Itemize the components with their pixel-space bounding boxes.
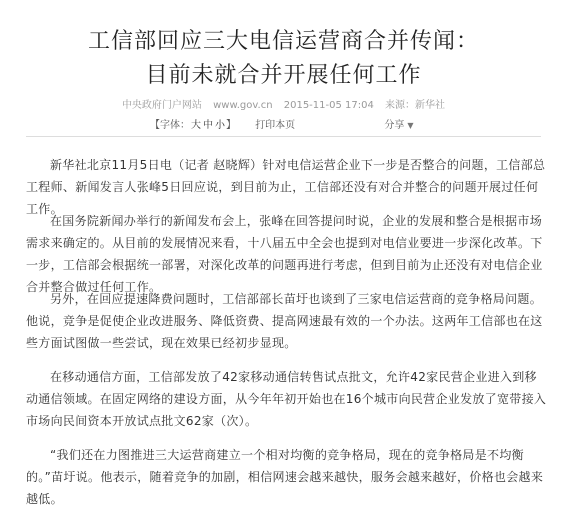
print-button[interactable]: 打印本页	[255, 120, 296, 131]
chevron-down-icon: ▼	[407, 121, 414, 130]
article-title-line1: 工信部回应三大电信运营商合并传闻：	[87, 29, 479, 54]
meta-source: 来源：新华社	[385, 100, 446, 111]
meta-url[interactable]: www.gov.cn	[213, 100, 273, 111]
font-medium-button[interactable]: 中	[203, 120, 213, 131]
font-size-control	[148, 117, 238, 135]
paragraph: 新华社北京11月5日电（记者 赵晓辉）针对电信运营企业下一步是否整合的问题，工信部总工程师、新闻发言人张峰5日回应说，到目前为止，工信部还没有对合并整合的问题开展过任何工作。	[26, 158, 546, 216]
paragraph: “我们还在力图推进三大运营商建立一个相对均衡的竞争格局，现在的竞争格局是不均衡的。”苗圩说。他表示，随着竞争的加剧，相信网速会越来越快，服务会越来越好，价格也会越来越低。	[26, 448, 544, 506]
paragraph: 在国务院新闻办举行的新闻发布会上，张峰在回答提问时说，企业的发展和整合是根据市场需求来确定的。从目前的发展情况来看，十八届五中全会也提到对电信业要进一步深化改革。下一步，工信部会根据统一部署，对深化改革的问题再进行考虑，但到目前为止还没有对电信企业合并整合做过任何工作。	[26, 214, 543, 294]
share-label: 分享	[384, 120, 405, 131]
font-small-button[interactable]: 小	[215, 120, 225, 131]
meta-site: 中央政府门户网站	[121, 100, 202, 111]
divider	[26, 136, 541, 137]
paragraph: 另外，在回应提速降费问题时，工信部部长苗圩也谈到了三家电信运营商的竞争格局问题。他说，竞争是促使企业改进服务、降低资费、提高网速最有效的一个办法。这两年工信部也在这些方面试图做一些尝试，现在效果已经初步显现。	[26, 292, 543, 350]
article-meta	[0, 99, 567, 113]
font-size-label-open: 【字体：	[150, 120, 190, 131]
meta-datetime: 2015-11-05 17:04	[283, 100, 374, 111]
font-size-label-close: 】	[226, 120, 236, 131]
article-toolbar	[148, 117, 414, 135]
paragraph: 在移动通信方面，工信部发放了42家移动通信转售试点批文，允许42家民营企业进入到移动通信领域。在固定网络的建设方面，从今年年初开始也在16个城市向民营企业发放了宽带接入市场向民间资本开放试点批文62家（次）。	[26, 370, 547, 428]
article-title-line2: 目前未就合并开展任何工作	[145, 63, 422, 88]
font-large-button[interactable]: 大	[191, 120, 201, 131]
share-button[interactable]	[384, 117, 413, 135]
